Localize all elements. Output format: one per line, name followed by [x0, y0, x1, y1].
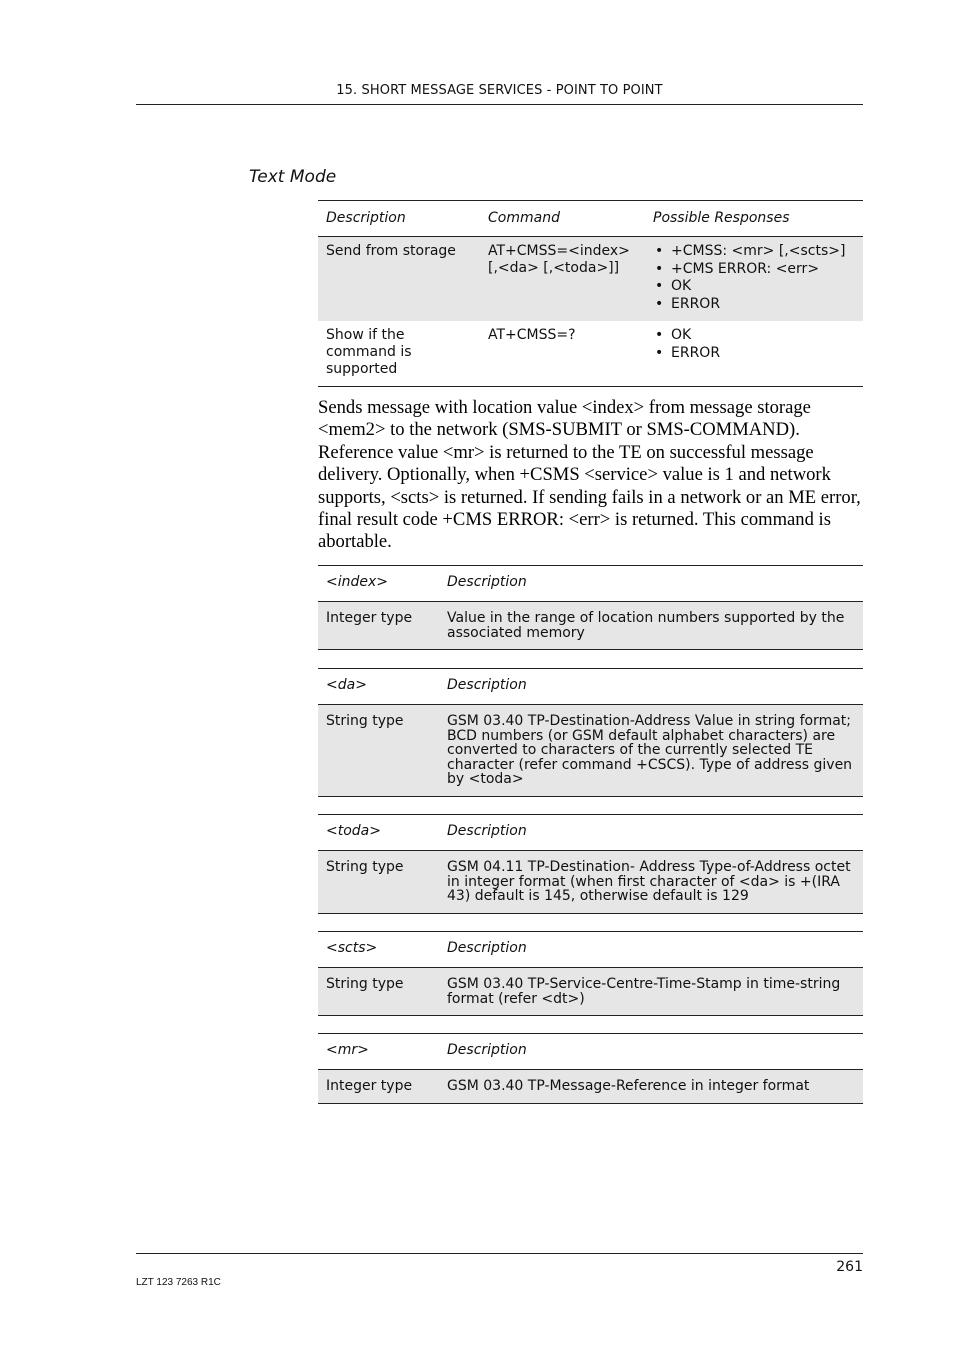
list-item: • +CMS ERROR: <err> [653, 261, 855, 279]
command-table [318, 200, 863, 387]
table-row [318, 851, 863, 914]
param-type: String type [318, 851, 439, 914]
param-name: <da> [318, 669, 439, 705]
footer-divider [136, 1253, 863, 1254]
list-item: • ERROR [653, 345, 855, 363]
param-table-header-row [318, 932, 863, 968]
param-desc-header: Description [439, 815, 863, 851]
row-responses [645, 321, 863, 387]
param-description: Value in the range of location numbers supported by the associated memory [439, 602, 863, 650]
param-description: GSM 03.40 TP-Service-Centre-Time-Stamp in time-string format (refer <dt>) [439, 968, 863, 1016]
param-table-mr [318, 1033, 863, 1104]
table-row [318, 705, 863, 797]
page-header [136, 82, 863, 105]
param-desc-header: Description [439, 1034, 863, 1070]
param-type: Integer type [318, 1070, 439, 1104]
document-id: LZT 123 7263 R1C [136, 1277, 221, 1288]
col-header-description: Description [318, 201, 480, 237]
param-table-da [318, 668, 863, 797]
row-command: AT+CMSS=<index> [,<da> [,<toda>]] [480, 237, 645, 322]
list-item: • OK [653, 327, 855, 345]
row-command: AT+CMSS=? [480, 321, 645, 387]
param-name: <index> [318, 566, 439, 602]
table-row [318, 321, 863, 387]
table-row [318, 602, 863, 650]
col-header-responses: Possible Responses [645, 201, 863, 237]
list-item: • OK [653, 278, 855, 296]
param-description: GSM 04.11 TP-Destination- Address Type-of-Address octet in integer format (when first character of <da> is +(IRA 43) default is 145, otherwise default is 129 [439, 851, 863, 914]
list-item: • ERROR [653, 296, 855, 314]
param-name: <scts> [318, 932, 439, 968]
param-description: GSM 03.40 TP-Message-Reference in integer format [439, 1070, 863, 1104]
param-table-header-row [318, 566, 863, 602]
param-type: String type [318, 705, 439, 797]
section-title: Text Mode [249, 167, 337, 187]
list-item: • +CMSS: <mr> [,<scts>] [653, 243, 855, 261]
param-type: String type [318, 968, 439, 1016]
param-table-scts [318, 931, 863, 1016]
row-responses [645, 237, 863, 322]
header-title: 15. SHORT MESSAGE SERVICES - POINT TO POINT [336, 83, 663, 98]
row-description: Send from storage [318, 237, 480, 322]
table-row [318, 1070, 863, 1104]
param-desc-header: Description [439, 669, 863, 705]
page-number: 261 [836, 1259, 863, 1275]
param-table-index [318, 565, 863, 650]
param-table-toda [318, 814, 863, 914]
param-type: Integer type [318, 602, 439, 650]
param-name: <mr> [318, 1034, 439, 1070]
param-table-header-row [318, 669, 863, 705]
param-table-header-row [318, 1034, 863, 1070]
body-paragraph: Sends message with location value <index> from message storage <mem2> to the network (SMS-SUBMIT or SMS-COMMAND). Reference value <mr> is returned to the TE on successful message delivery. Optionally, when +CSMS <service> value is 1 and network supports, <scts> is returned. If sending fails in a network or an ME error, final result code +CMS ERROR: <err> is returned. This command is abortable. [318, 397, 861, 553]
table-row [318, 237, 863, 322]
param-name: <toda> [318, 815, 439, 851]
table-row [318, 968, 863, 1016]
command-table-header-row [318, 201, 863, 237]
param-desc-header: Description [439, 932, 863, 968]
col-header-command: Command [480, 201, 645, 237]
param-desc-header: Description [439, 566, 863, 602]
param-description: GSM 03.40 TP-Destination-Address Value in string format; BCD numbers (or GSM default alphabet characters) are converted to characters of the currently selected TE character (refer command +CSCS). Type of address given by <toda> [439, 705, 863, 797]
response-list [653, 243, 855, 313]
row-description: Show if the command is supported [318, 321, 480, 387]
response-list [653, 327, 855, 362]
param-table-header-row [318, 815, 863, 851]
